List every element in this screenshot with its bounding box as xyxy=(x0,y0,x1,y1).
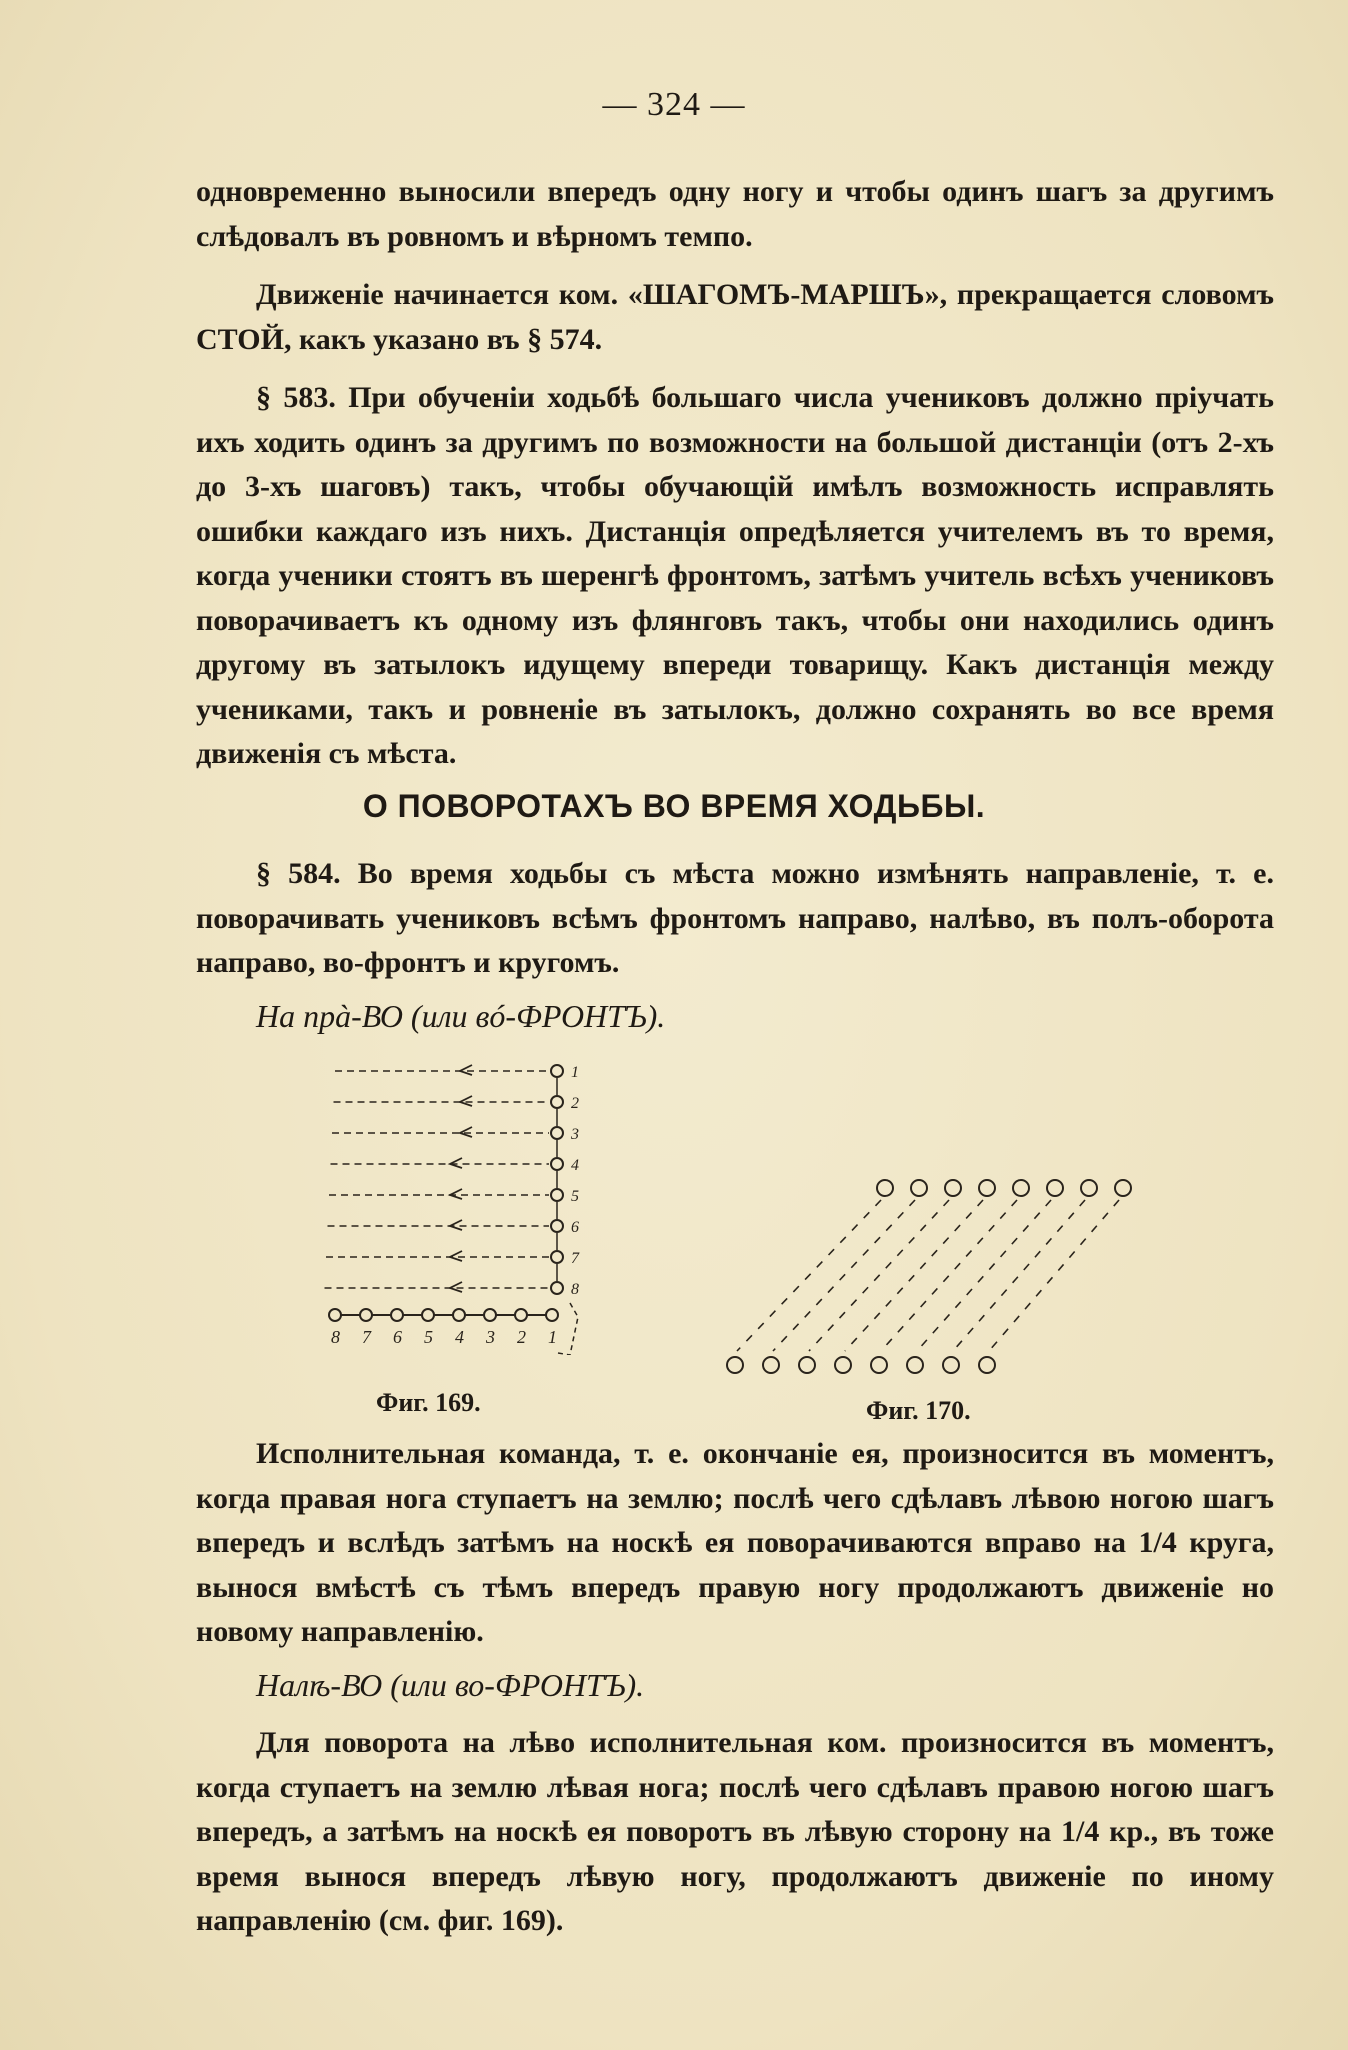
diagonal-path xyxy=(773,1200,915,1351)
direction-arrow xyxy=(460,1096,472,1106)
front-row-number: 7 xyxy=(362,1327,371,1347)
top-row-marker xyxy=(1115,1180,1131,1196)
diagonal-path xyxy=(917,1200,1051,1351)
para6-text-b: кр., въ тоже время вынося впередъ лѣвую ногу, продолжаютъ движеніе по иному направленію (см. фиг. 169). xyxy=(196,1815,1274,1937)
pupil-number: 2 xyxy=(571,1095,579,1112)
direction-arrow xyxy=(460,1065,472,1075)
front-row-number: 6 xyxy=(393,1327,402,1347)
pupil-number: 3 xyxy=(571,1126,579,1143)
paragraph-584: § 584. Во время ходьбы съ мѣста можно измѣнять направленіе, т. е. поворачивать учениковъ всѣмъ фронтомъ направо, налѣво, въ полъ-оборота направо, во-фронтъ и кругомъ. xyxy=(196,857,1274,979)
front-row-marker xyxy=(422,1309,434,1321)
front-row-number: 2 xyxy=(517,1327,526,1347)
page-number: — 324 — xyxy=(602,86,746,123)
pupil-number: 6 xyxy=(571,1219,579,1236)
pupil-marker xyxy=(551,1065,563,1077)
top-row-marker xyxy=(1047,1180,1063,1196)
diagonal-path xyxy=(809,1200,949,1351)
pupil-marker xyxy=(551,1096,563,1108)
bottom-row-marker xyxy=(835,1357,851,1373)
pupil-number: 5 xyxy=(571,1188,579,1205)
fraction-quarter: 1/4 xyxy=(1138,1526,1177,1559)
paragraph-continuation: одновременно выносили впередъ одну ногу и чтобы одинъ шагъ за другимъ слѣдовалъ въ ровномъ и вѣрномъ темпо. xyxy=(196,175,1274,253)
subheading-left-turn: Налѣ-ВО (или во-ФРОНТЪ). xyxy=(256,1666,645,1703)
para6-text-a: Для поворота на лѣво исполнительная ком. произносится въ моментъ, когда ступаетъ на землю лѣвая нога; послѣ чего сдѣлавъ правою ногою шагъ впередъ, а затѣмъ на носкѣ ея поворотъ въ лѣвую сторону на xyxy=(196,1726,1274,1848)
bottom-row-marker xyxy=(871,1357,887,1373)
bottom-row-marker xyxy=(907,1357,923,1373)
top-row-marker xyxy=(911,1180,927,1196)
front-row-marker xyxy=(360,1309,372,1321)
top-row-marker xyxy=(945,1180,961,1196)
pupil-marker xyxy=(551,1220,563,1232)
bottom-row-marker xyxy=(943,1357,959,1373)
front-row-marker xyxy=(546,1309,558,1321)
pupil-number: 8 xyxy=(571,1281,579,1298)
para5-text-b: круга, вынося вмѣстѣ съ тѣмъ впередъ правую ногу продолжаютъ движеніе но новому направленію. xyxy=(196,1526,1274,1648)
bottom-row-marker xyxy=(763,1357,779,1373)
section-heading: О ПОВОРОТАХЪ ВО ВРЕМЯ ХОДЬБЫ. xyxy=(362,788,986,824)
front-row-number: 4 xyxy=(455,1327,464,1347)
figure-170 xyxy=(710,1160,1140,1380)
pupil-number: 7 xyxy=(571,1250,579,1267)
front-row-number: 8 xyxy=(331,1327,340,1347)
direction-arrow xyxy=(450,1282,462,1292)
pupil-marker xyxy=(551,1282,563,1294)
subheading-right-turn: На прà-ВО (или вó-ФРОНТЪ). xyxy=(256,997,666,1034)
pupil-marker xyxy=(551,1251,563,1263)
turn-path xyxy=(558,1303,578,1355)
pupil-number: 1 xyxy=(571,1064,579,1081)
body-text-middle xyxy=(196,852,1274,1052)
front-row-marker xyxy=(484,1309,496,1321)
paragraph-583: § 583. При обученіи ходьбѣ большаго числа учениковъ должно пріучать ихъ ходить одинъ за другимъ по возможности на большой дистанціи (отъ 2-хъ до 3-хъ шаговъ) такъ, чтобы обучающій имѣлъ возможность исправлять ошибки каждаго изъ нихъ. Дистанція опредѣляется учителемъ въ то время, когда ученики стоятъ въ шеренгѣ фронтомъ, затѣмъ учитель всѣхъ учениковъ поворачиваетъ къ одному изъ флянговъ такъ, чтобы они находились одинъ другому въ затылокъ идущему впереди товарищу. Какъ дистанція между учениками, такъ и ровненіе въ затылокъ, должно сохранять во все время движенія съ мѣста. xyxy=(196,381,1274,770)
top-row-marker xyxy=(1013,1180,1029,1196)
figure-169-caption: Фиг. 169. xyxy=(376,1388,481,1417)
bottom-row-marker xyxy=(979,1357,995,1373)
front-row-number: 3 xyxy=(486,1327,495,1347)
front-row-marker xyxy=(515,1309,527,1321)
pupil-number: 4 xyxy=(571,1157,579,1174)
bottom-row-marker xyxy=(799,1357,815,1373)
diagonal-path xyxy=(989,1200,1119,1351)
front-row-marker xyxy=(453,1309,465,1321)
direction-arrow xyxy=(460,1127,472,1137)
figure-170-caption: Фиг. 170. xyxy=(866,1396,971,1425)
top-row-marker xyxy=(1081,1180,1097,1196)
direction-arrow xyxy=(450,1189,462,1199)
paragraph-movement-command: Движеніе начинается ком. «ШАГОМЪ-МАРШЪ», прекращается словомъ СТОЙ, какъ указано въ § 574. xyxy=(196,278,1274,356)
direction-arrow xyxy=(450,1158,462,1168)
body-text-bottom xyxy=(196,1432,1274,1958)
diagonal-path xyxy=(737,1200,881,1351)
diagonal-path xyxy=(953,1200,1085,1351)
pupil-marker xyxy=(551,1158,563,1170)
front-row-number: 1 xyxy=(548,1327,557,1347)
diagonal-path xyxy=(881,1200,1017,1351)
front-row-number: 5 xyxy=(424,1327,433,1347)
fraction-quarter-2: 1/4 xyxy=(1061,1815,1100,1848)
bottom-row-marker xyxy=(727,1357,743,1373)
top-row-marker xyxy=(979,1180,995,1196)
top-row-marker xyxy=(877,1180,893,1196)
paragraph-left-turn-explanation xyxy=(196,1721,1274,1944)
pupil-marker xyxy=(551,1189,563,1201)
front-row-marker xyxy=(329,1309,341,1321)
direction-arrow xyxy=(450,1251,462,1261)
diagonal-path xyxy=(845,1200,983,1351)
para5-text-a: Исполнительная команда, т. е. окончаніе ея, произносится въ моментъ, когда правая нога ступаетъ на землю; послѣ чего сдѣлавъ лѣвою ногою шагъ впередъ и вслѣдъ затѣмъ на носкѣ ея поворачиваются вправо на xyxy=(196,1437,1274,1559)
body-text-top xyxy=(196,170,1274,791)
direction-arrow xyxy=(450,1220,462,1230)
figure-169 xyxy=(320,1055,640,1355)
front-row-marker xyxy=(391,1309,403,1321)
pupil-marker xyxy=(551,1127,563,1139)
paragraph-right-turn-explanation xyxy=(196,1432,1274,1655)
